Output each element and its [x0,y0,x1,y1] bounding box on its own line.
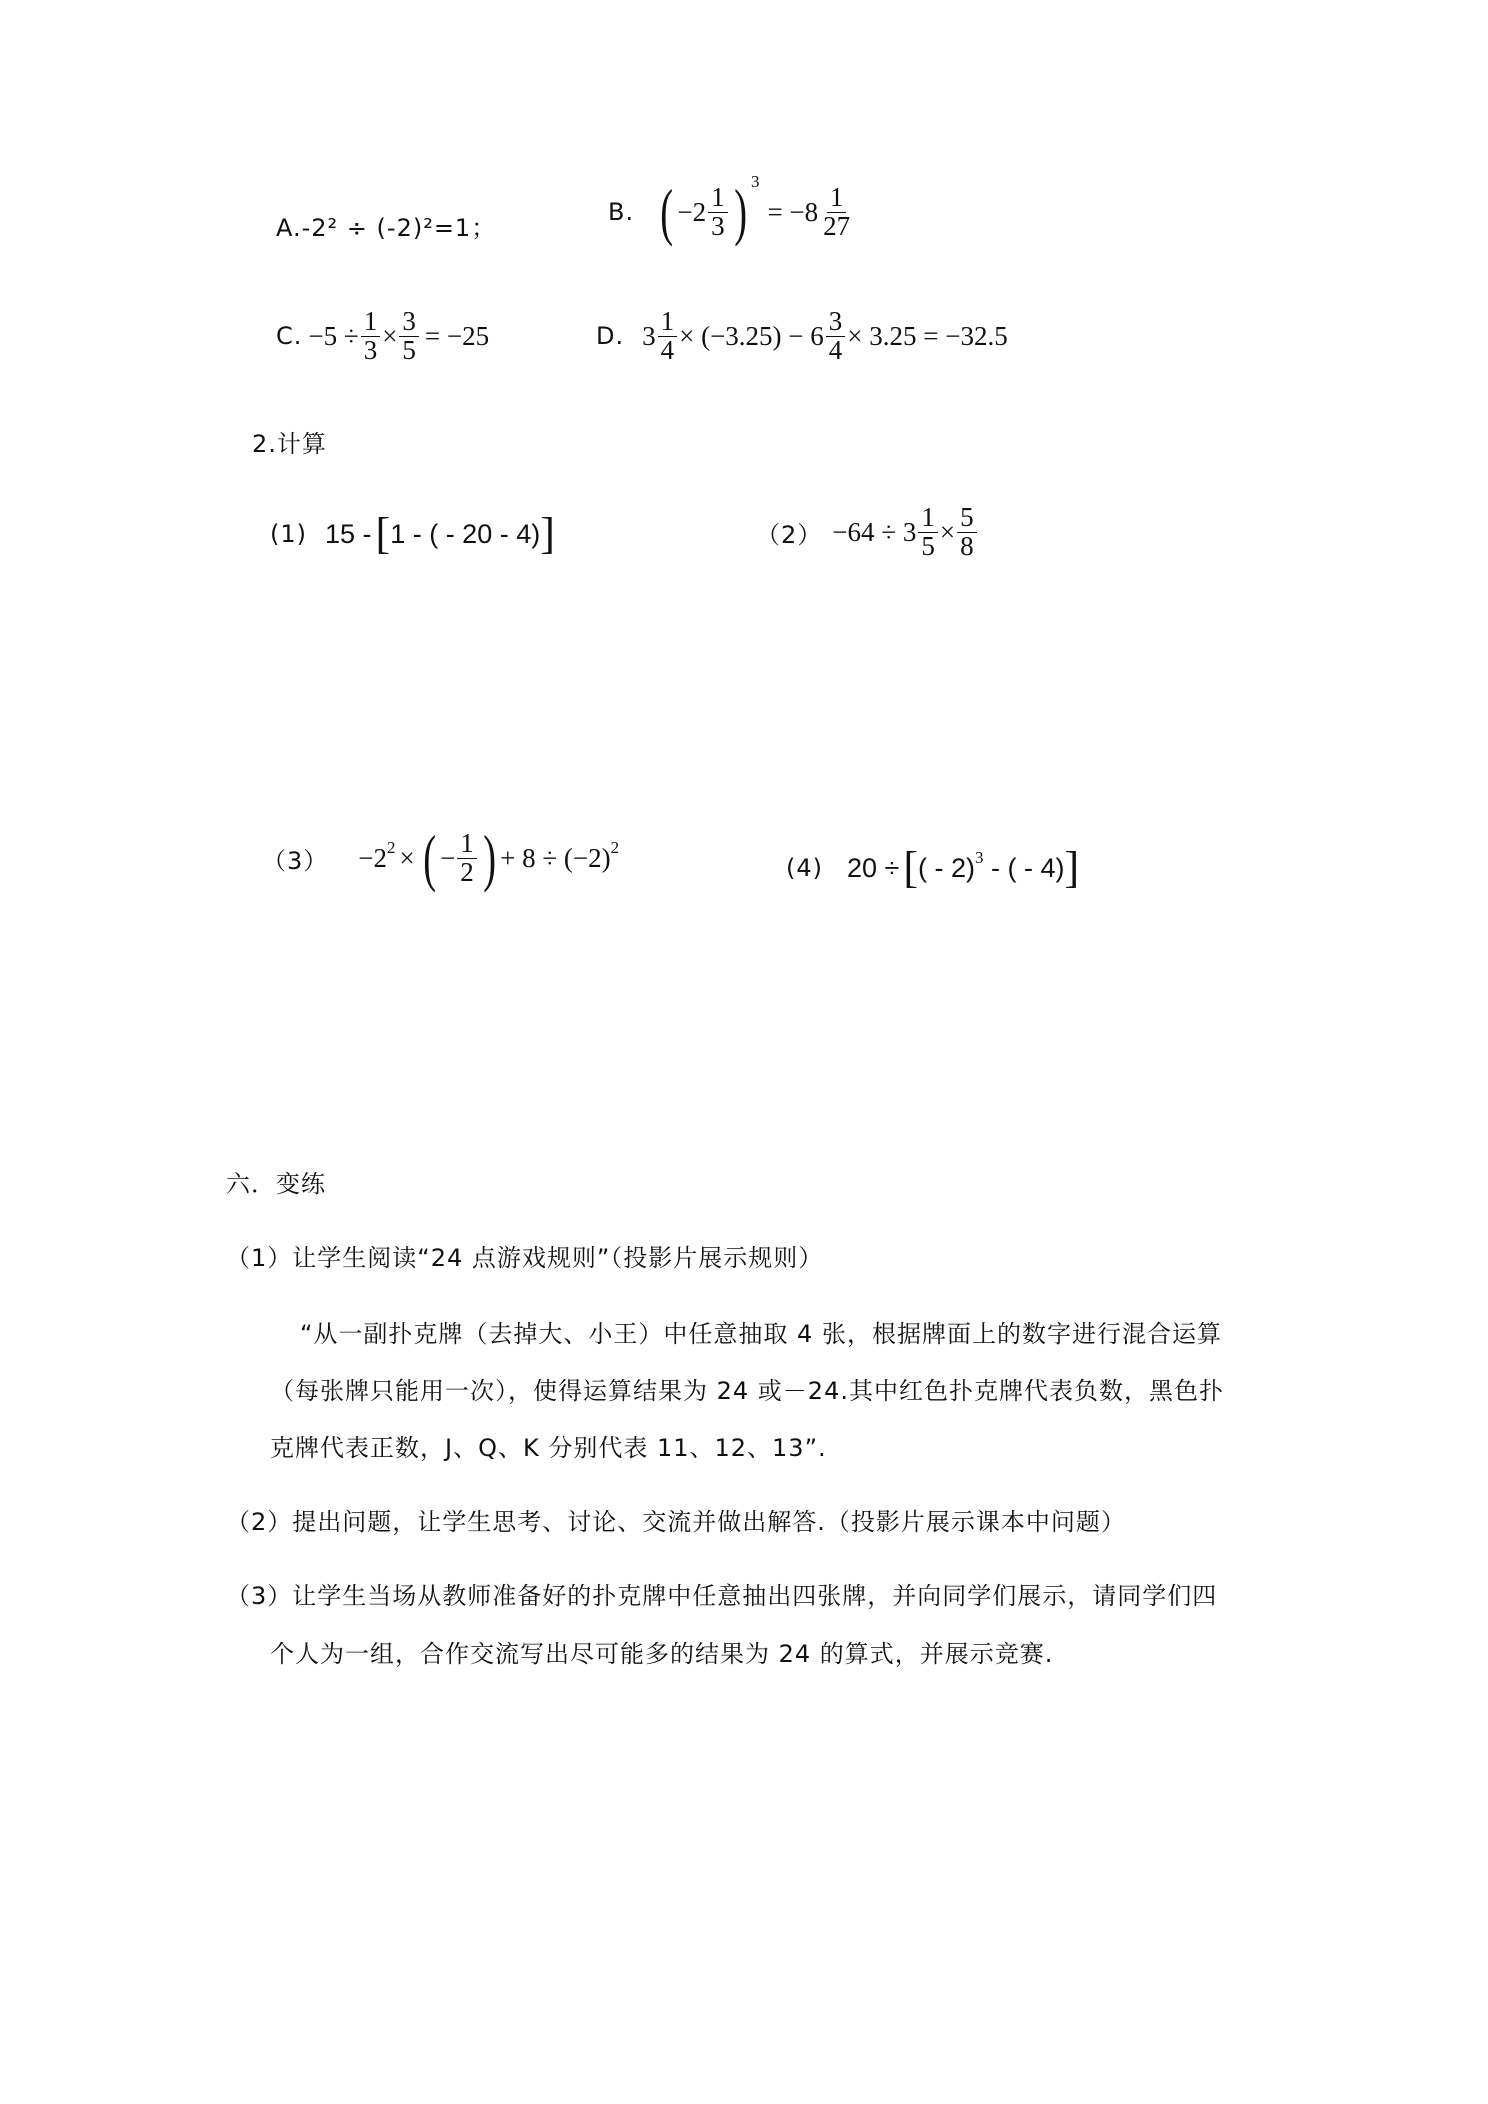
option-d-f2-den: 4 [828,334,843,365]
option-d-whole-1: 3 [642,320,656,351]
section-6-item-1: （1）让学生阅读“24 点游戏规则”（投影片展示规则） [226,1244,824,1272]
option-d-f2-num: 3 [826,308,846,337]
quote-line-2: （每张牌只能用一次），使得运算结果为 24 或－24.其中红色扑克牌代表负数，黑色扑 [270,1377,1224,1405]
option-c-f1-den: 3 [363,334,378,365]
option-b-fraction-den: 3 [711,210,725,241]
section-6-item-2: （2）提出问题，让学生思考、讨论、交流并做出解答.（投影片展示课本中问题） [226,1508,1126,1536]
option-d-rhs: × 3.25 = −32.5 [847,320,1008,351]
option-b-base: −2 [677,196,707,227]
right-bracket: ] [1064,843,1080,892]
question-2-title: 2.计算 [252,430,327,458]
option-c-lhs: −5 ÷ [308,320,359,351]
problem-2-lead: −64 ÷ 3 [832,516,917,547]
option-c-f1-num: 1 [361,308,381,337]
option-b-label: B. [608,198,635,226]
left-bracket: [ [375,509,391,558]
problem-3-lead: −2 [358,842,388,873]
problem-2-fraction-2 [957,504,977,560]
problem-2-f2-num: 5 [957,504,977,533]
problem-3-label: （3） [262,846,329,875]
section-6-item-3-line-2: 个人为一组，合作交流写出尽可能多的结果为 24 的算式，并展示竞赛. [270,1640,1054,1668]
problem-2-f1-den: 5 [921,530,935,561]
problem-4-lead: 20 ÷ [847,852,900,883]
problem-3-times: × [399,842,415,873]
problem-3-neg: − [440,842,456,873]
problem-4-inner-1: ( - 2) [918,852,976,883]
left-bracket: [ [903,843,919,892]
option-d-f1-den: 4 [660,334,675,365]
option-b [608,172,855,247]
option-d-label: D. [596,322,625,351]
left-paren: ( [423,822,436,893]
option-c-fraction-2 [399,308,419,364]
option-d-mid: × (−3.25) − 6 [679,320,824,351]
option-b-rhs-fraction [820,181,853,241]
problem-3-lead-exp: 2 [387,838,396,857]
problem-3-tail-exp: 2 [610,838,620,857]
problem-3-tail: + 8 ÷ (−2) [500,842,611,873]
problem-2-f1-num: 1 [918,504,938,533]
option-d-f1-num: 1 [658,308,678,337]
right-paren: ) [483,822,496,893]
option-c-rhs: = −25 [424,320,490,351]
problem-2-fraction-1 [918,504,938,560]
option-c-label: C. [276,322,303,351]
problem-4 [786,843,1080,892]
problem-2-label: （2） [756,520,823,549]
section-6-item-3-line-1: （3）让学生当场从教师准备好的扑克牌中任意抽出四张牌，并向同学们展示，请同学们四 [226,1582,1218,1610]
option-b-rhs-den: 27 [823,210,851,241]
option-b-rhs-num: 1 [827,184,847,213]
left-paren: ( [660,176,674,247]
option-a-label: A. [276,214,302,242]
option-a [276,208,496,243]
problem-3 [262,822,620,893]
problem-4-inner-2: - ( - 4) [983,852,1065,883]
problem-2 [756,504,979,560]
option-b-fraction-num: 1 [708,184,728,213]
problem-3-f-den: 2 [460,856,474,887]
option-c-f2-num: 3 [399,308,419,337]
option-b-exponent: 3 [750,172,760,191]
problem-2-times: × [939,516,956,547]
option-d-fraction-1 [658,308,678,364]
problem-1-label: (1) [270,520,307,548]
right-paren: ) [733,176,747,247]
problem-3-f-num: 1 [457,830,477,859]
option-c-fraction-1 [361,308,381,364]
option-d [596,308,1008,364]
problem-3-fraction [457,827,477,887]
quote-line-1: “从一副扑克牌（去掉大、小王）中任意抽取 4 张，根据牌面上的数字进行混合运算 [300,1320,1222,1348]
problem-2-f2-den: 8 [960,530,974,561]
problem-4-inner-exp: 3 [975,848,984,867]
option-c [276,308,489,364]
option-b-fraction [708,181,728,241]
option-d-fraction-2 [826,308,846,364]
option-a-expr: -2² ÷ (-2)²=1； [301,214,497,242]
problem-4-label: (4) [786,854,823,882]
quote-line-3: 克牌代表正数，J、Q、K 分别代表 11、12、13”. [270,1434,827,1462]
problem-1-inner: 1 - ( - 20 - 4) [390,518,541,549]
option-c-times: × [382,320,398,351]
right-bracket: ] [540,509,555,558]
problem-1 [270,509,555,558]
option-c-f2-den: 5 [402,334,416,365]
option-b-rhs: = −8 [767,196,819,227]
problem-1-lead: 15 - [325,518,372,549]
section-6-heading: 六．变练 [226,1170,326,1198]
